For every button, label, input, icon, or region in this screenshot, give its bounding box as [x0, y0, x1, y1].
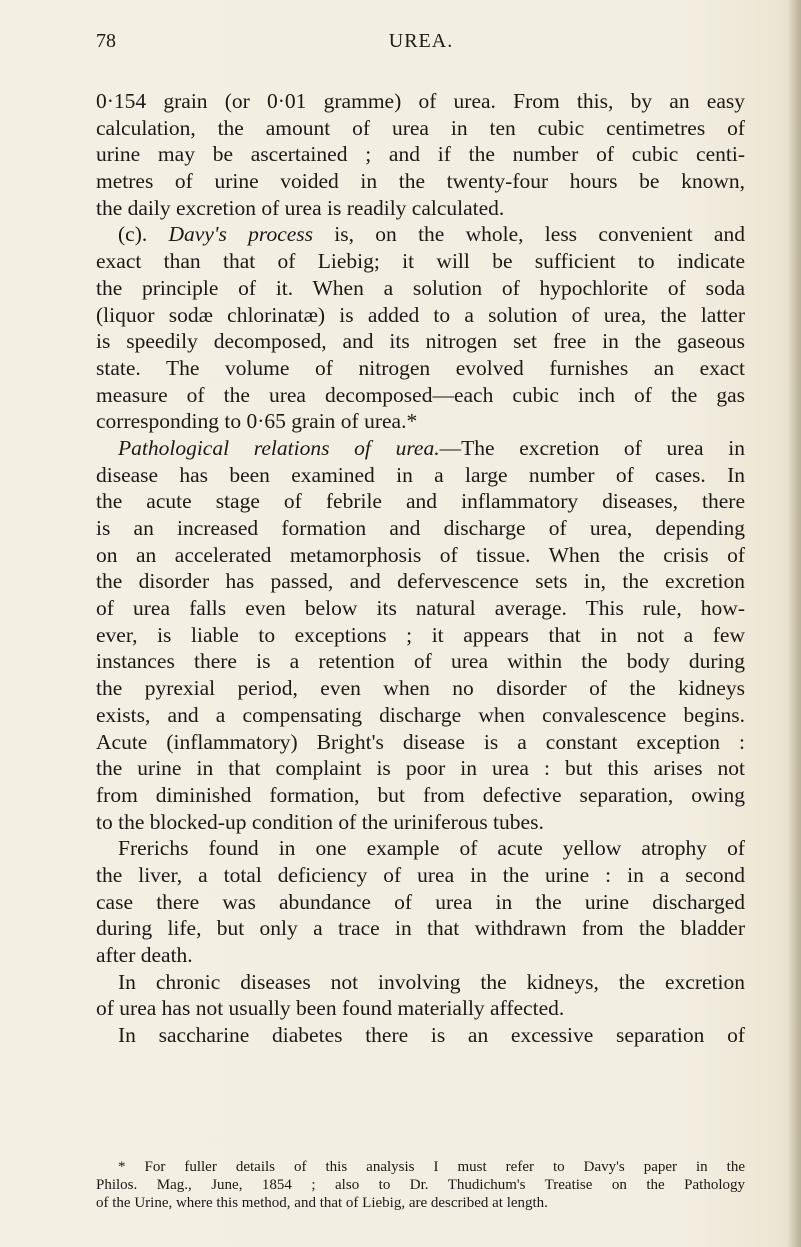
footnote [96, 1158, 745, 1213]
body-line: Frerichs found in one example of acute yellow atrophy of [118, 836, 745, 861]
body-line: after death. [96, 943, 193, 967]
body-line-davy: (c). Davy's process is, on the whole, less convenient and [118, 222, 745, 247]
body-line: case there was abundance of urea in the urine discharged [96, 889, 745, 914]
body-line: the principle of it. When a solution of hypochlorite of soda [96, 275, 745, 300]
body-line: Acute (inflammatory) Bright's disease is a constant exception : [96, 729, 745, 754]
page-number: 78 [96, 30, 116, 52]
page-edge-shadow [787, 0, 801, 1247]
body-line: the acute stage of febrile and inflammatory diseases, there [96, 489, 745, 514]
body-line: disease has been examined in a large number of cases. In [96, 462, 745, 487]
italic-phrase-davy: Davy's process [168, 222, 314, 247]
body-line: of urea falls even below its natural average. This rule, how- [96, 596, 745, 621]
body-line: during life, but only a trace in that withdrawn from the bladder [96, 916, 745, 941]
body-line-pathological: Pathological relations of urea.—The excretion of urea in [118, 435, 745, 460]
body-line: exists, and a compensating discharge when convalescence begins. [96, 702, 745, 727]
body-line: from diminished formation, but from defective separation, owing [96, 782, 745, 807]
body-line: calculation, the amount of urea in ten cubic centimetres of [96, 115, 745, 140]
body-line: the daily excretion of urea is readily calculated. [96, 195, 505, 220]
body-line: the pyrexial period, even when no disorder of the kidneys [96, 676, 745, 701]
body-line: state. The volume of nitrogen evolved furnishes an exact [96, 355, 745, 380]
body-line: the urine in that complaint is poor in urea : but this arises not [96, 756, 745, 781]
body-text [96, 88, 745, 1049]
body-line: is speedily decomposed, and its nitrogen set free in the gaseous [96, 329, 745, 354]
body-line: ever, is liable to exceptions ; it appears that in not a few [96, 622, 745, 647]
body-line: In saccharine diabetes there is an excessive separation of [118, 1023, 745, 1048]
body-line: on an accelerated metamorphosis of tissue. When the crisis of [96, 542, 745, 567]
running-head: UREA. [388, 30, 454, 52]
footnote-line: Philos. Mag., June, 1854 ; also to Dr. Thudichum's Treatise on the Pathology [96, 1177, 745, 1194]
body-line: is an increased formation and discharge of urea, depending [96, 516, 745, 540]
body-line: to the blocked-up condition of the uriniferous tubes. [96, 809, 544, 834]
page-header [96, 30, 746, 58]
body-line: corresponding to 0·65 grain of urea.* [96, 409, 418, 434]
body-line: the disorder has passed, and defervescence sets in, the excretion [96, 569, 745, 594]
body-line: instances there is a retention of urea within the body during [96, 649, 745, 674]
footnote-line: of the Urine, where this method, and that of Liebig, are described at length. [96, 1195, 548, 1212]
body-line: measure of the urea decomposed—each cubic inch of the gas [96, 382, 745, 407]
italic-phrase-pathological: Pathological relations of urea. [118, 435, 440, 460]
body-line: In chronic diseases not involving the kidneys, the excretion [118, 969, 745, 994]
body-line: 0·154 grain (or 0·01 gramme) of urea. From this, by an easy [96, 89, 745, 113]
body-line: urine may be ascertained ; and if the number of cubic centi- [96, 142, 745, 167]
footnote-line: * For fuller details of this analysis I must refer to Davy's paper in the [118, 1159, 745, 1175]
body-line: of urea has not usually been found materially affected. [96, 996, 565, 1021]
body-line: exact than that of Liebig; it will be sufficient to indicate [96, 249, 745, 274]
body-line: the liver, a total deficiency of urea in the urine : in a second [96, 862, 745, 887]
body-line: metres of urine voided in the twenty-four hours be known, [96, 169, 745, 194]
body-line: (liquor sodæ chlorinatæ) is added to a solution of urea, the latter [96, 302, 745, 327]
